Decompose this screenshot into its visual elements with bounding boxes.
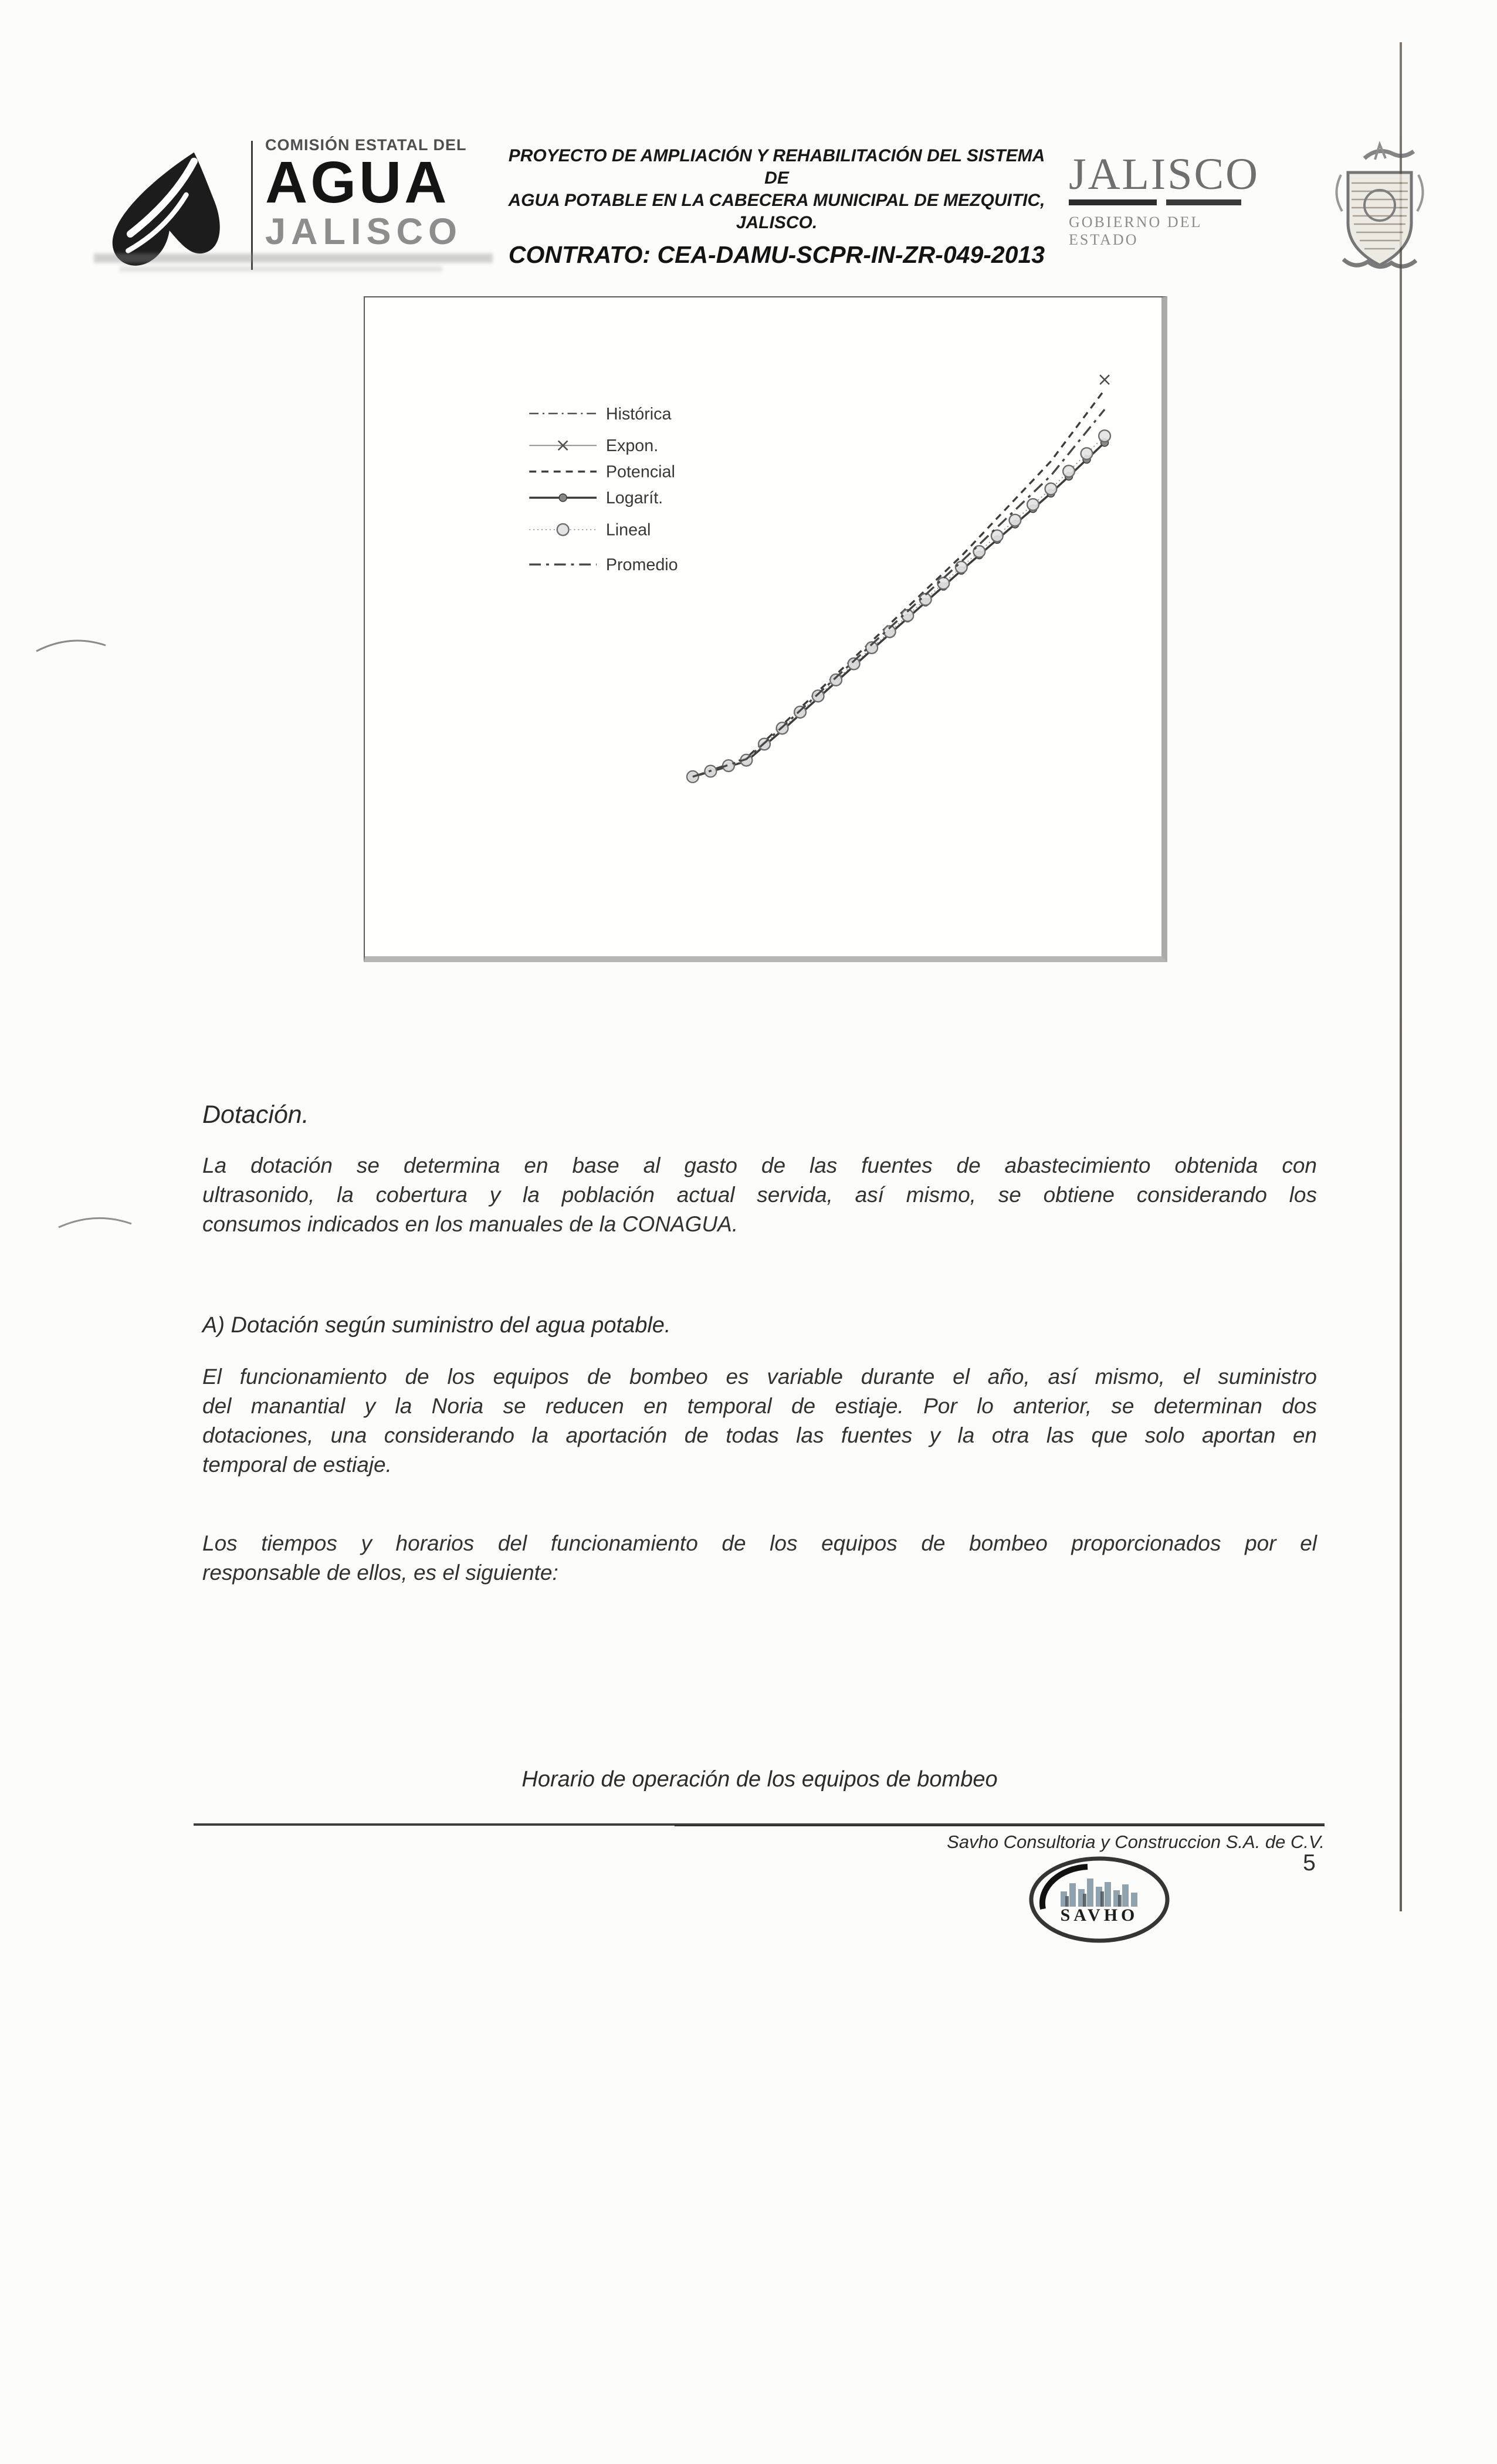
- population-projection-chart: [365, 297, 1161, 956]
- text-line: del manantial y la Noria se reducen en temporal de estiaje. Por lo anterior, se determinan dos: [202, 1394, 1317, 1418]
- text-line: PROYECTO DE AMPLIACIÓN Y REHABILITACIÓN DEL SISTEMA DE: [508, 146, 1045, 188]
- savho-logo-text: SAVHO: [1060, 1905, 1139, 1925]
- svg-text:Lineal: Lineal: [605, 520, 651, 540]
- cea-commission-label: COMISIÓN ESTATAL DEL: [265, 136, 467, 154]
- text-line: La dotación se determina en base al gasto de las fuentes de abastecimiento obtenida con: [202, 1153, 1317, 1177]
- contract-number: CONTRATO: CEA-DAMU-SCPR-IN-ZR-049-2013: [508, 241, 1045, 268]
- paragraph-funcionamiento: [202, 1362, 1317, 1480]
- paragraph-tiempos-horarios: [202, 1529, 1317, 1588]
- text-line: Los tiempos y horarios del funcionamiento de los equipos de bombeo proporcionados por el: [202, 1531, 1317, 1555]
- jalisco-wordmark: JALISCO: [1069, 150, 1260, 199]
- legend-item-Potencial: [529, 463, 675, 482]
- text-line: consumos indicados en los manuales de la CONAGUA.: [202, 1212, 739, 1236]
- subsection-heading-suministro: A) Dotación según suministro del agua potable.: [202, 1313, 671, 1338]
- savho-logo: [1027, 1853, 1173, 1925]
- gobierno-del-estado-label: GOBIERNO DEL ESTADO: [1069, 214, 1202, 248]
- footer-company-name: Savho Consultoria y Construccion S.A. de C.V.: [947, 1832, 1325, 1852]
- legend-item-Promedio: [529, 556, 678, 574]
- series-Lineal: [687, 430, 1110, 783]
- scan-smudge: [120, 266, 442, 272]
- text-line: AGUA POTABLE EN LA CABECERA MUNICIPAL DE MEZQUITIC,: [508, 191, 1045, 210]
- svg-text:Histórica: Histórica: [605, 404, 672, 424]
- water-drop-icon: [95, 149, 241, 266]
- cea-agua-label: AGUA: [265, 150, 450, 215]
- jalisco-coat-of-arms-icon: [1323, 136, 1435, 286]
- chart-legend: [529, 405, 678, 574]
- scan-arc-icon: [59, 1218, 131, 1227]
- savho-logo-icon: [1027, 1853, 1173, 1941]
- section-heading-dotacion: Dotación.: [202, 1101, 309, 1129]
- page-number: 5: [1303, 1850, 1316, 1876]
- svg-text:Expon.: Expon.: [605, 436, 659, 456]
- text-line: El funcionamiento de los equipos de bombeo es variable durante el año, así mismo, el suministro: [202, 1365, 1317, 1389]
- project-title-lines: [500, 145, 1053, 234]
- text-line: dotaciones, una considerando la aportación de todas las fuentes y la otra las que solo aportan en: [202, 1423, 1317, 1447]
- population-chart-frame: [364, 296, 1167, 962]
- legend-item-Expon.: [529, 436, 658, 455]
- paragraph-dotacion: [202, 1151, 1317, 1239]
- scan-smudge: [94, 253, 493, 263]
- cea-jalisco-label: JALISCO: [265, 211, 463, 252]
- jalisco-government-logo: [1069, 151, 1268, 249]
- footer-rule: [194, 1823, 1325, 1826]
- text-line: temporal de estiaje.: [202, 1453, 392, 1477]
- text-line: JALISCO.: [736, 213, 818, 232]
- scan-edge-line: [1400, 42, 1402, 1911]
- legend-item-Histórica: [529, 405, 671, 424]
- jalisco-underline-bars: [1069, 199, 1268, 205]
- svg-text:Promedio: Promedio: [605, 556, 678, 575]
- legend-item-Lineal: [529, 521, 651, 540]
- series-Potencial: [693, 390, 1105, 777]
- legend-item-Logarít.: [529, 489, 663, 507]
- text-line: ultrasonido, la cobertura y la población actual servida, así mismo, se obtiene considerando los: [202, 1183, 1317, 1207]
- svg-text:Logarít.: Logarít.: [605, 489, 663, 508]
- project-title-block: [500, 145, 1053, 268]
- table-caption-horario: Horario de operación de los equipos de bombeo: [521, 1767, 998, 1792]
- series-Promedio: [693, 409, 1105, 777]
- cea-agua-jalisco-logo: [94, 136, 504, 280]
- svg-text:Potencial: Potencial: [605, 462, 675, 482]
- logo-divider: [251, 141, 253, 270]
- scan-arc-icon: [36, 641, 106, 651]
- text-line: responsable de ellos, es el siguiente:: [202, 1561, 558, 1585]
